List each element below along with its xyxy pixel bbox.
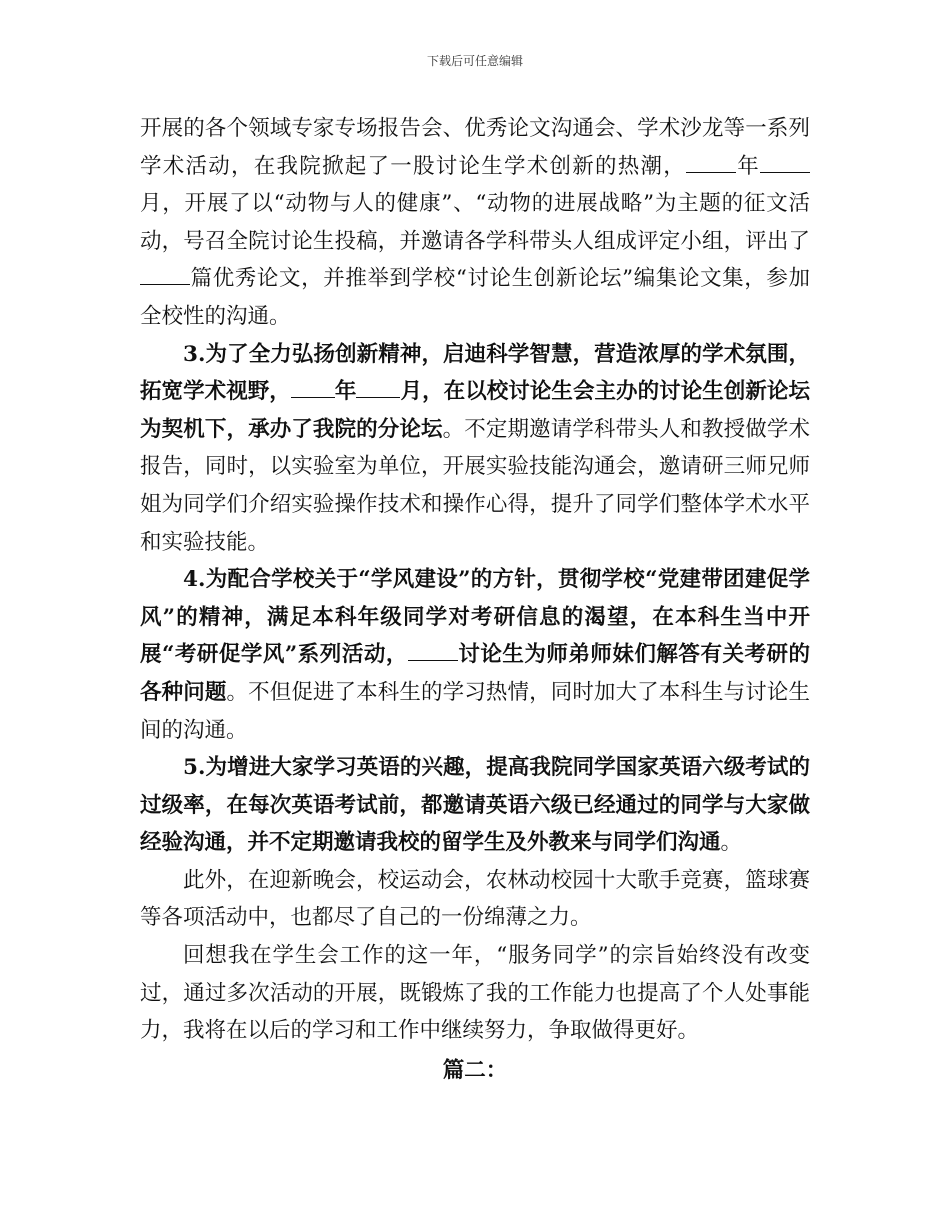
paragraph-4-text: 。	[720, 830, 743, 856]
paragraph-3	[140, 561, 810, 749]
paragraph-1-year-label: 年	[735, 153, 760, 179]
paragraph-2-bold-a: 3.为了全力弘扬创新精神，启迪科学智慧，营造浓厚的学术氛围，拓宽学术视野，	[140, 341, 810, 405]
paragraph-1-text-b: 月，开展了以“动物与人的健康”、“动物的进展战略”为主题的征文活动，号召全院讨论生投稿，并邀请各学科带头人组成评定小组，评出了	[140, 191, 810, 254]
blank-count	[408, 639, 458, 662]
paragraph-1	[140, 110, 810, 336]
blank-month	[760, 150, 810, 173]
paragraph-5-text: 此外，在迎新晚会，校运动会，农林动校园十大歌手竞赛，篮球赛等各项活动中，也都尽了自己的一份绵薄之力。	[140, 867, 810, 931]
blank-year	[686, 150, 736, 173]
blank-year	[291, 376, 335, 399]
blank-count	[140, 263, 190, 286]
blank-month	[356, 376, 400, 399]
paragraph-2-text: 。不定期邀请学科带头人和教授做学术报告，同时，以实验室为单位，开展实验技能沟通会，邀请研三师兄师姐为同学们介绍实验操作技术和操作心得，提升了同学们整体学术水平和实验技能。	[140, 416, 810, 555]
paragraph-6	[140, 937, 810, 1050]
paragraph-3-text: 。不但促进了本科生的学习热情，同时加大了本科生与讨论生间的沟通。	[140, 679, 810, 743]
paragraph-6-text: 回想我在学生会工作的这一年，“服务同学”的宗旨始终没有改变过，通过多次活动的开展，既锻炼了我的工作能力也提高了个人处事能力，我将在以后的学习和工作中继续努力，争取做得更好。	[140, 943, 810, 1044]
paragraph-2-year-label: 年	[334, 379, 357, 405]
paragraph-2	[140, 336, 810, 562]
page-header: 下载后可任意编辑	[426, 54, 523, 68]
paragraph-3-bold-b: 讨论生为师弟师妹们解答有关考研的各种问题	[140, 642, 810, 705]
paragraph-4	[140, 749, 810, 862]
paragraph-5	[140, 862, 810, 937]
paragraph-4-bold: 5.为增进大家学习英语的兴趣，提高我院同学国家英语六级考试的过级率，在每次英语考试前，都邀请英语六级已经通过的同学与大家做经验沟通，并不定期邀请我校的留学生及外教来与同学们沟通	[140, 755, 810, 856]
section-title: 篇二：	[442, 1057, 508, 1083]
paragraph-3-bold-a: 4.为配合学校关于“学风建设”的方针，贯彻学校“党建带团建促学风”的精神，满足本科年级同学对考研信息的渴望，在本科生当中开展“考研促学风”系列活动，	[140, 567, 810, 668]
document-body	[140, 110, 810, 1089]
paragraph-2-bold-b: 月，在以校讨论生会主办的讨论生创新论坛为契机下，承办了我院的分论坛	[140, 379, 810, 442]
paragraph-1-text-c: 篇优秀论文，并推举到学校“讨论生创新论坛”编集论文集，参加全校性的沟通。	[140, 266, 810, 329]
paragraph-1-text-a: 开展的各个领域专家专场报告会、优秀论文沟通会、学术沙龙等一系列学术活动，在我院掀起了一股讨论生学术创新的热潮，	[140, 116, 810, 179]
